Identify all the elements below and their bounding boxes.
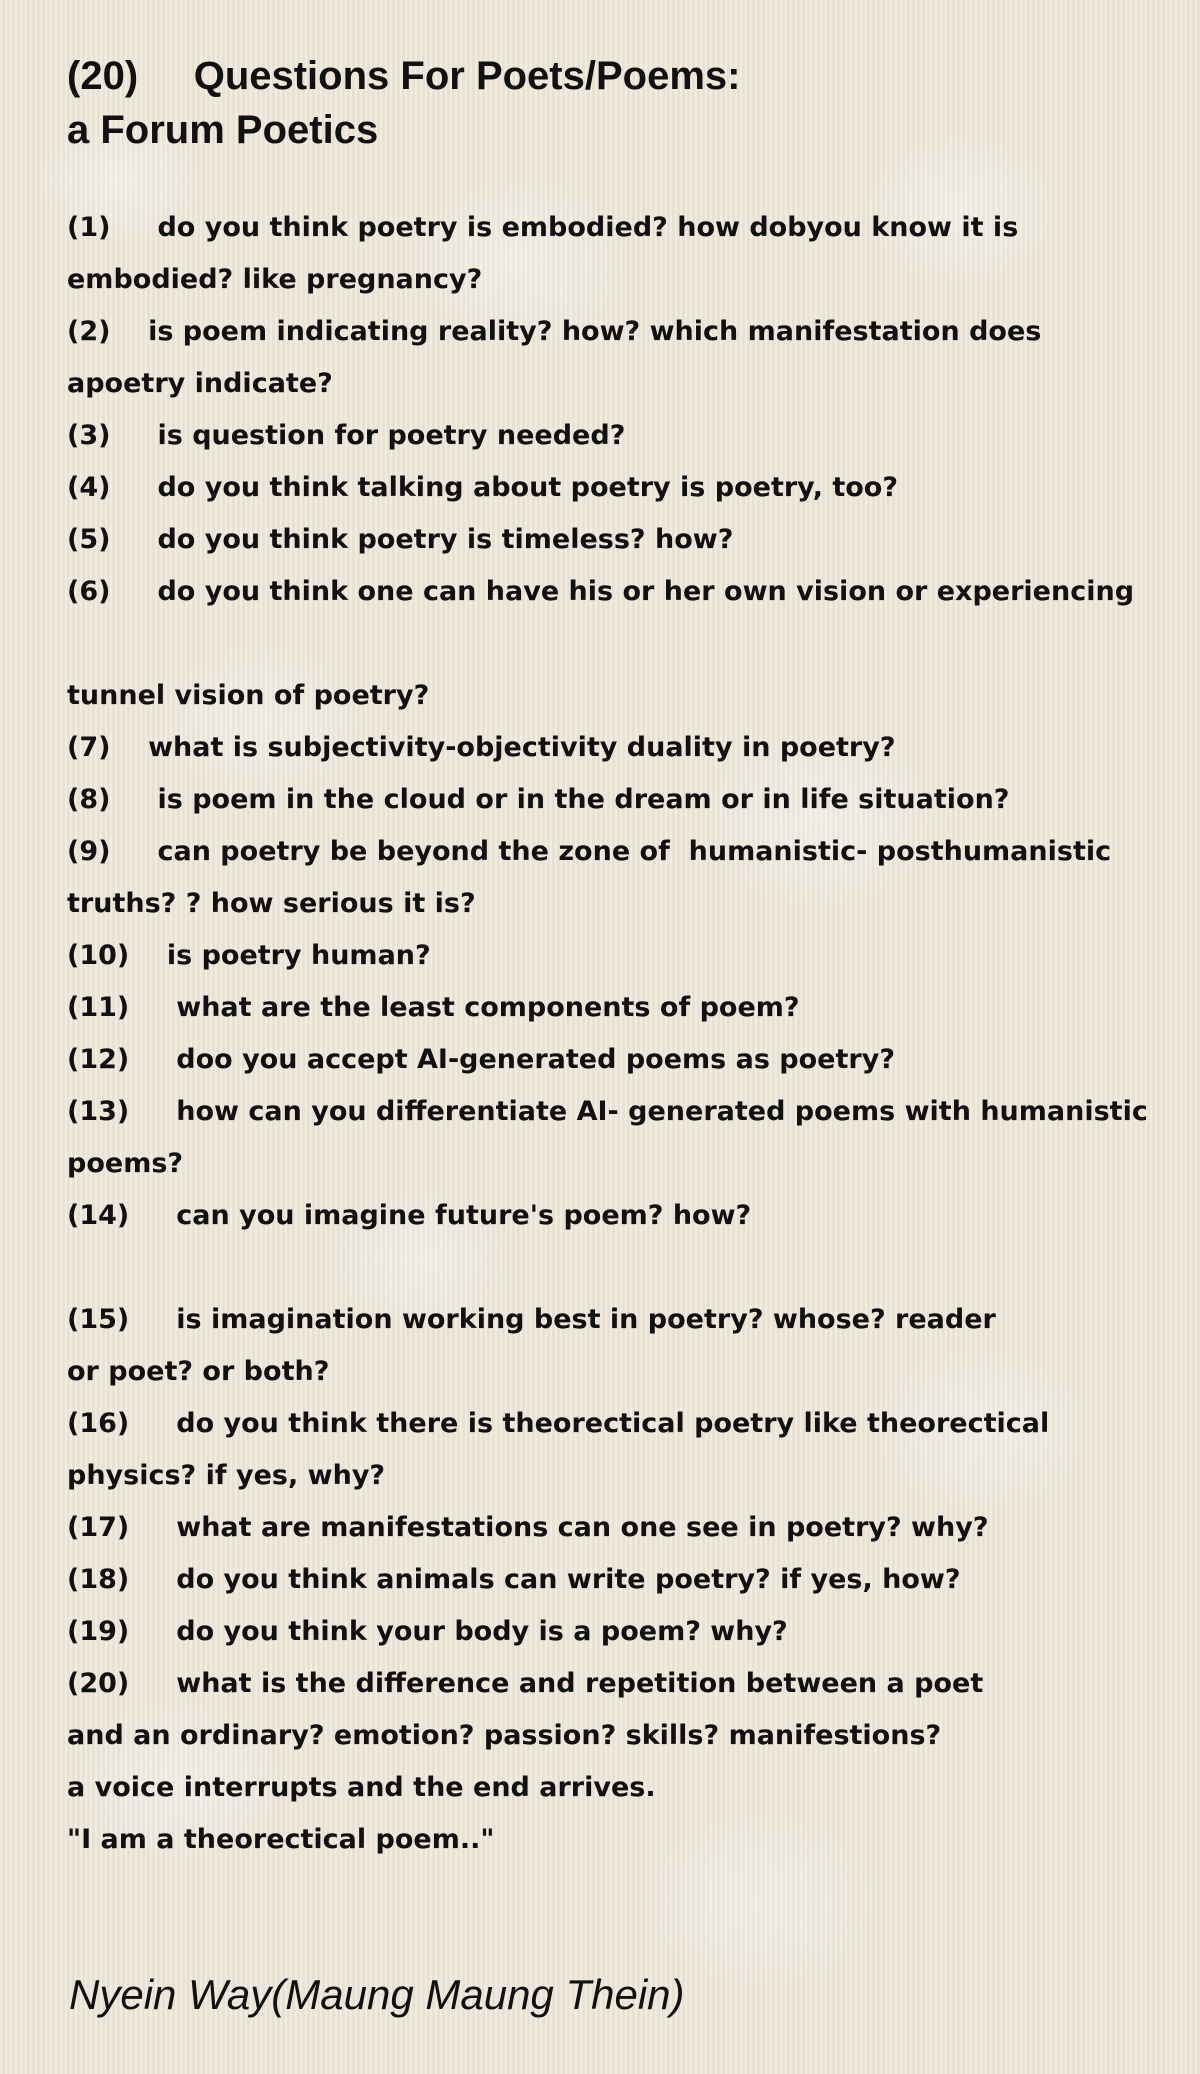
poem-body	[67, 202, 1177, 1866]
poem-line: (2) is poem indicating reality? how? which manifestation does	[67, 316, 1042, 347]
poem-line: (14) can you imagine future's poem? how?	[67, 1200, 752, 1231]
poem-title	[67, 49, 740, 157]
poem-line: a voice interrupts and the end arrives.	[67, 1772, 656, 1803]
poem-line-blank	[67, 618, 1177, 670]
poem-line: and an ordinary? emotion? passion? skills? manifestions?	[67, 1720, 942, 1751]
poem-line: (13) how can you differentiate AI- generated poems with humanistic	[67, 1096, 1148, 1127]
poem-line: "I am a theorectical poem.."	[67, 1824, 495, 1855]
poem-line: (7) what is subjectivity-objectivity duality in poetry?	[67, 732, 896, 763]
poem-title-line-1: (20) Questions For Poets/Poems:	[67, 54, 741, 98]
poem-line: (9) can poetry be beyond the zone of humanistic- posthumanistic	[67, 836, 1112, 867]
poem-line: apoetry indicate?	[67, 368, 333, 399]
poem-line: (1) do you think poetry is embodied? how dobyou know it is	[67, 212, 1019, 243]
poem-author: Nyein Way(Maung Maung Thein)	[69, 1971, 685, 2018]
poem-line: (19) do you think your body is a poem? why?	[67, 1616, 788, 1647]
poem-line: (20) what is the difference and repetition between a poet	[67, 1668, 984, 1699]
poem-line: tunnel vision of poetry?	[67, 680, 430, 711]
poem-title-line-2: a Forum Poetics	[67, 108, 379, 152]
poem-line: (16) do you think there is theorectical poetry like theorectical	[67, 1408, 1050, 1439]
poem-line: (8) is poem in the cloud or in the dream or in life situation?	[67, 784, 1010, 815]
poem-line: (18) do you think animals can write poetry? if yes, how?	[67, 1564, 961, 1595]
poem-line: embodied? like pregnancy?	[67, 264, 483, 295]
poem-line: (15) is imagination working best in poetry? whose? reader	[67, 1304, 996, 1335]
poem-line: (6) do you think one can have his or her own vision or experiencing	[67, 576, 1135, 607]
poem-line: (11) what are the least components of poem?	[67, 992, 800, 1023]
poem-line: (5) do you think poetry is timeless? how?	[67, 524, 734, 555]
poem-line-blank	[67, 1242, 1177, 1294]
poem-line: truths? ? how serious it is?	[67, 888, 476, 919]
poem-line: (17) what are manifestations can one see in poetry? why?	[67, 1512, 989, 1543]
poem-line: poems?	[67, 1148, 184, 1179]
poem-line: (10) is poetry human?	[67, 940, 431, 971]
poem-line: physics? if yes, why?	[67, 1460, 386, 1491]
poem-line: or poet? or both?	[67, 1356, 330, 1387]
poem-line: (3) is question for poetry needed?	[67, 420, 626, 451]
poem-line: (4) do you think talking about poetry is poetry, too?	[67, 472, 899, 503]
poem-line: (12) doo you accept AI-generated poems as poetry?	[67, 1044, 895, 1075]
